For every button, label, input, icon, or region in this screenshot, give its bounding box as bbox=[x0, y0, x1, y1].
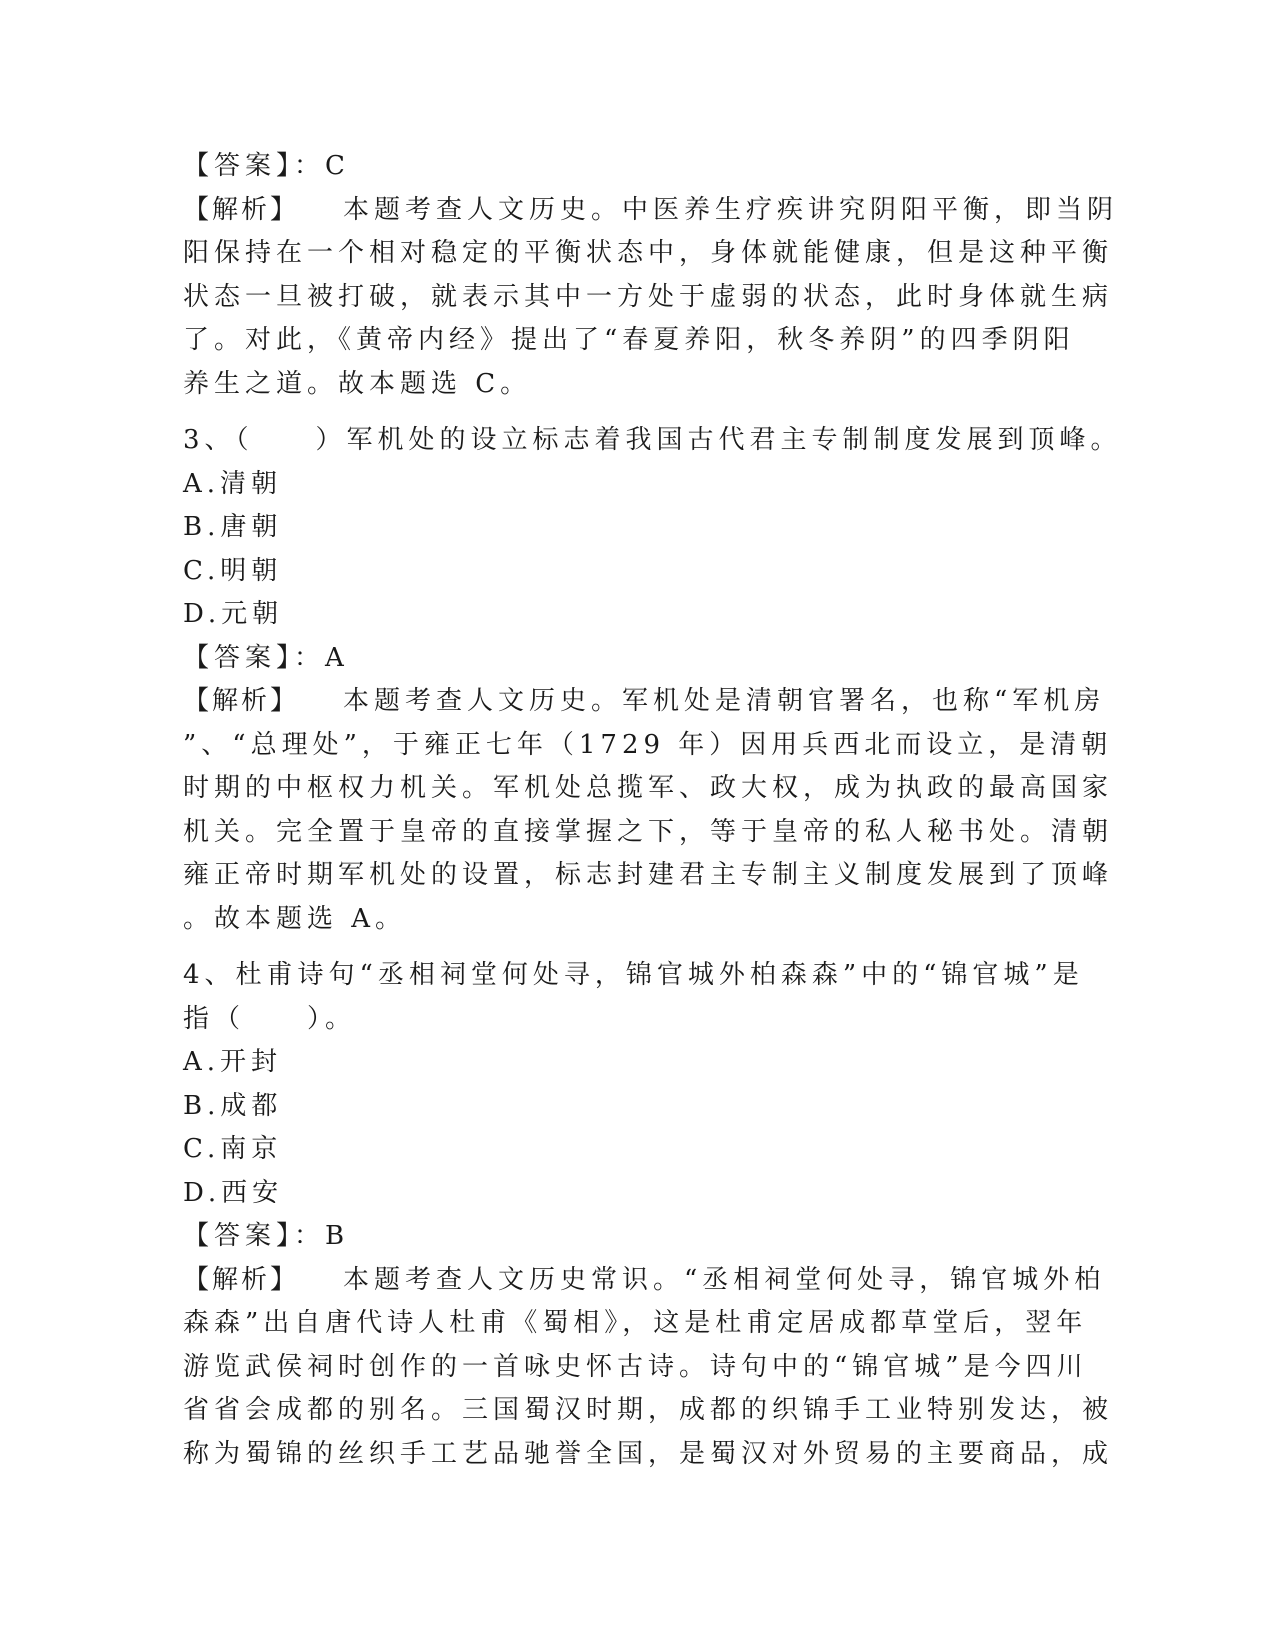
analysis-text: 本题考查人文历史常识。“丞相祠堂何处寻，锦官城外柏 bbox=[343, 1264, 1106, 1295]
answer-line: 【答案】：B bbox=[183, 1221, 350, 1251]
analysis-line: 时期的中枢权力机关。军机处总揽军、政大权，成为执政的最高国家 bbox=[183, 773, 1114, 803]
analysis-line: 机关。完全置于皇帝的直接掌握之下，等于皇帝的私人秘书处。清朝 bbox=[183, 816, 1114, 847]
analysis-line bbox=[183, 680, 1106, 724]
analysis-tag: 【解析】 bbox=[183, 686, 300, 716]
option-c: C.南京 bbox=[183, 1134, 283, 1164]
question-3 bbox=[183, 419, 1122, 941]
analysis-line: 了。对此，《黄帝内经》提出了“春夏养阳，秋冬养阴”的四季阴阳 bbox=[183, 325, 1075, 355]
analysis-text: 本题考查人文历史。中医养生疗疾讲究阴阳平衡，即当阴 bbox=[343, 194, 1119, 225]
analysis-line: 游览武侯祠时创作的一首咏史怀古诗。诗句中的“锦官城”是今四川 bbox=[183, 1351, 1088, 1382]
analysis-line bbox=[183, 189, 1119, 233]
analysis-line bbox=[183, 1259, 1106, 1303]
question-stem: 4、杜甫诗句“丞相祠堂何处寻，锦官城外柏森森”中的“锦官城”是 bbox=[183, 960, 1084, 990]
answer-line: 【答案】：A bbox=[183, 642, 349, 673]
analysis-tag: 【解析】 bbox=[183, 194, 300, 225]
answer-line: 【答案】：C bbox=[183, 151, 350, 181]
question-4 bbox=[183, 954, 1114, 1476]
analysis-text: 本题考查人文历史。军机处是清朝官署名，也称“军机房 bbox=[343, 686, 1106, 716]
analysis-tag: 【解析】 bbox=[183, 1264, 300, 1295]
analysis-line: 称为蜀锦的丝织手工艺品驰誉全国，是蜀汉对外贸易的主要商品，成 bbox=[183, 1438, 1114, 1469]
analysis-line: 省省会成都的别名。三国蜀汉时期，成都的织锦手工业特别发达，被 bbox=[183, 1395, 1114, 1425]
option-c: C.明朝 bbox=[183, 555, 283, 586]
analysis-line: 状态一旦被打破，就表示其中一方处于虚弱的状态，此时身体就生病 bbox=[183, 281, 1114, 312]
analysis-line: 养生之道。故本题选 C。 bbox=[183, 368, 532, 399]
analysis-line: 阳保持在一个相对稳定的平衡状态中，身体就能健康，但是这种平衡 bbox=[183, 238, 1114, 268]
question-stem: 指（ ）。 bbox=[183, 1003, 357, 1034]
analysis-line: 。故本题选 A。 bbox=[183, 903, 407, 934]
question-2-answer-block bbox=[183, 145, 1119, 406]
option-b: B.成都 bbox=[183, 1090, 283, 1121]
analysis-line: 森森”出自唐代诗人杜甫《蜀相》，这是杜甫定居成都草堂后，翌年 bbox=[183, 1308, 1088, 1338]
question-stem: 3、（ ）军机处的设立标志着我国古代君主专制制度发展到顶峰。 bbox=[183, 425, 1122, 455]
analysis-line: ”、“总理处”，于雍正七年（1729 年）因用兵西北而设立，是清朝 bbox=[183, 729, 1113, 760]
document-page bbox=[183, 145, 1122, 1476]
option-b: B.唐朝 bbox=[183, 512, 283, 542]
option-a: A.开封 bbox=[183, 1047, 283, 1077]
option-d: D.元朝 bbox=[183, 599, 284, 629]
option-d: D.西安 bbox=[183, 1177, 284, 1208]
option-a: A.清朝 bbox=[183, 468, 283, 499]
analysis-line: 雍正帝时期军机处的设置，标志封建君主专制主义制度发展到了顶峰 bbox=[183, 860, 1114, 890]
